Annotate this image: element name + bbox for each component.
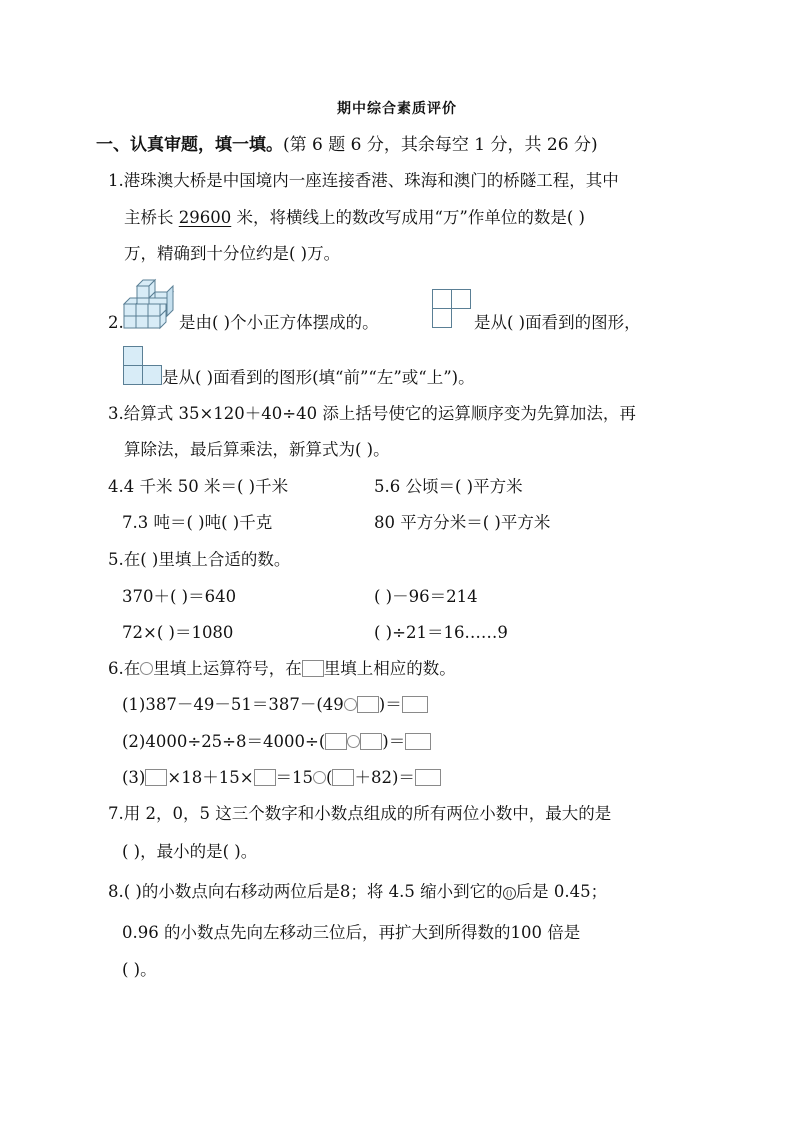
answer-box-icon xyxy=(360,733,382,750)
operator-circle-icon xyxy=(347,735,360,748)
q8-text: 8.( )的小数点向右移动两位后是8；将 4.5 缩小到它的 xyxy=(108,882,503,901)
q6-text: (1)387－49－51＝387－(49 xyxy=(122,695,344,714)
q8-line-2: 0.96 的小数点先向左移动三位后，再扩大到所得数的100 倍是 xyxy=(122,923,581,942)
fraction-placeholder: () xyxy=(503,887,516,900)
q1-line-2 xyxy=(124,206,585,230)
q8-line-3: ( )。 xyxy=(122,960,157,979)
q4-item-b: 5.6 公顷＝( )平方米 xyxy=(374,477,523,496)
answer-box-icon xyxy=(325,733,347,750)
q2-text-b: 是从( )面看到的图形， xyxy=(474,313,641,332)
q7-line-1: 7.用 2，0，5 这三个数字和小数点组成的所有两位小数中，最大的是 xyxy=(108,804,612,823)
q6-heading xyxy=(108,657,456,681)
answer-box-icon xyxy=(357,696,379,713)
q1-text: 米，将横线上的数改写成用“万”作单位的数是( ) xyxy=(231,208,585,227)
q4-item-c: 7.3 吨＝( )吨( )千克 xyxy=(122,513,273,532)
q6-row-2 xyxy=(122,730,431,754)
operator-circle-icon xyxy=(313,771,326,784)
operator-circle-icon xyxy=(344,698,357,711)
q6-text: (2)4000÷25÷8＝4000÷( xyxy=(122,732,326,751)
answer-box-icon xyxy=(332,769,354,786)
q5-item-a: 370＋( )＝640 xyxy=(122,587,237,606)
answer-box-icon xyxy=(302,660,324,677)
q6-text: 里填上相应的数。 xyxy=(323,659,456,678)
q5-item-d: ( )÷21＝16……9 xyxy=(374,623,508,642)
q1-line-1: 1.港珠澳大桥是中国境内一座连接香港、珠海和澳门的桥隧工程，其中 xyxy=(108,171,619,190)
q6-text: ＋82)＝ xyxy=(354,768,415,787)
q4-item-a: 4.4 千米 50 米＝( )千米 xyxy=(108,477,289,496)
answer-box-icon xyxy=(145,769,167,786)
section-heading-text: 一、认真审题，填一填。 xyxy=(96,135,283,155)
q5-item-c: 72×( )＝1080 xyxy=(122,623,234,642)
q6-row-3 xyxy=(122,766,441,790)
q4-item-d: 80 平方分米＝( )平方米 xyxy=(374,513,551,532)
q6-row-1 xyxy=(122,693,428,717)
view-figure-1 xyxy=(432,289,472,329)
q1-text: 主桥长 xyxy=(124,208,179,227)
answer-box-icon xyxy=(415,769,441,786)
view-figure-2 xyxy=(123,346,163,386)
q5-item-b: ( )－96＝214 xyxy=(374,587,478,606)
answer-box-icon xyxy=(402,696,428,713)
operator-circle-icon xyxy=(140,662,153,675)
q8-line-1 xyxy=(108,880,607,904)
q3-line-2: 算除法，最后算乘法，新算式为( )。 xyxy=(124,440,390,459)
section-heading xyxy=(96,133,598,157)
q6-text: 里填上运算符号，在 xyxy=(153,659,302,678)
q6-text: ×18＋15× xyxy=(167,768,254,787)
section-score-note: (第 6 题 6 分，其余每空 1 分，共 26 分) xyxy=(283,135,598,155)
q8-text: 后是 0.45； xyxy=(515,882,608,901)
q6-text: ＝15 xyxy=(275,768,314,787)
q6-text: 6.在 xyxy=(108,659,141,678)
q2-number: 2. xyxy=(108,313,124,332)
q2-text-a: 是由( )个小正方体摆成的。 xyxy=(179,313,379,332)
page-title: 期中综合素质评价 xyxy=(337,101,457,117)
answer-box-icon xyxy=(254,769,276,786)
answer-box-icon xyxy=(405,733,431,750)
q7-line-2: ( )，最小的是( )。 xyxy=(122,842,258,861)
q6-text: )＝ xyxy=(378,695,402,714)
q2-text-c: 是从( )面看到的图形(填“前”“左”或“上”)。 xyxy=(162,368,475,387)
q6-text: )＝ xyxy=(382,732,406,751)
q1-underlined-number: 29600 xyxy=(178,208,232,227)
q6-text: (3) xyxy=(122,768,146,787)
q5-heading: 5.在( )里填上合适的数。 xyxy=(108,550,291,569)
cube-stack-figure xyxy=(123,278,179,330)
q1-line-3: 万，精确到十分位约是( )万。 xyxy=(124,244,341,263)
q6-text: ( xyxy=(326,768,333,787)
q3-line-1: 3.给算式 35×120＋40÷40 添上括号使它的运算顺序变为先算加法，再 xyxy=(108,404,636,423)
